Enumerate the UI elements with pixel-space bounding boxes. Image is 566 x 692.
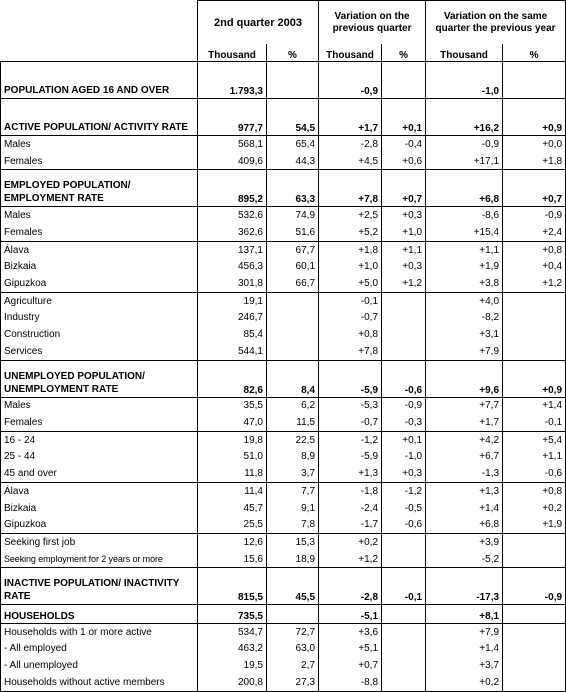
value-thousand: 532,6	[198, 207, 267, 224]
var-quarter-thousand: +1,2	[319, 551, 382, 568]
row-label: Services	[1, 343, 198, 360]
value-percent	[267, 343, 319, 360]
var-year-thousand: -8,2	[426, 310, 503, 327]
value-thousand: 19,8	[198, 431, 267, 448]
var-quarter-thousand: -2,8	[319, 568, 382, 605]
header-period: 2nd quarter 2003	[198, 1, 319, 45]
value-percent: 45,5	[267, 568, 319, 605]
row-label: EMPLOYED POPULATION/ EMPLOYMENT RATE	[1, 170, 198, 207]
row-label: 25 - 44	[1, 449, 198, 466]
var-quarter-percent: +0,3	[382, 258, 426, 275]
value-percent: 54,5	[267, 99, 319, 136]
value-thousand: 19,1	[198, 292, 267, 309]
table-row	[1, 292, 566, 309]
var-quarter-percent: +1,0	[382, 224, 426, 241]
var-year-percent	[503, 343, 566, 360]
var-quarter-thousand: -0,9	[319, 62, 382, 99]
var-year-thousand: -1,0	[426, 62, 503, 99]
var-year-thousand: +1,7	[426, 414, 503, 431]
var-quarter-percent: -0,6	[382, 360, 426, 397]
var-quarter-thousand: +4,5	[319, 153, 382, 170]
value-percent: 8,4	[267, 360, 319, 397]
var-year-thousand: +3,9	[426, 534, 503, 551]
var-year-thousand: +3,1	[426, 326, 503, 343]
var-quarter-percent	[382, 310, 426, 327]
row-label: Álava	[1, 241, 198, 258]
var-quarter-thousand: +7,8	[319, 170, 382, 207]
row-label: Seeking employment for 2 years or more	[1, 551, 198, 568]
value-thousand: 51,0	[198, 449, 267, 466]
value-percent: 22,5	[267, 431, 319, 448]
value-percent	[267, 62, 319, 99]
var-year-percent: +0,9	[503, 99, 566, 136]
row-label: Males	[1, 397, 198, 414]
value-thousand: 456,3	[198, 258, 267, 275]
var-quarter-percent: +0,3	[382, 465, 426, 482]
row-label: Females	[1, 153, 198, 170]
value-percent: 3,7	[267, 465, 319, 482]
value-percent: 7,7	[267, 483, 319, 500]
var-year-thousand: +1,4	[426, 500, 503, 517]
var-quarter-thousand: -0,7	[319, 414, 382, 431]
table-row	[1, 674, 566, 691]
var-quarter-thousand: +0,7	[319, 657, 382, 674]
value-thousand: 47,0	[198, 414, 267, 431]
var-quarter-percent	[382, 605, 426, 624]
var-quarter-percent	[382, 326, 426, 343]
var-year-thousand: -17,3	[426, 568, 503, 605]
var-year-percent	[503, 62, 566, 99]
row-label: Álava	[1, 483, 198, 500]
var-quarter-thousand: +3,6	[319, 623, 382, 640]
var-year-percent	[503, 657, 566, 674]
value-thousand: 1.793,3	[198, 62, 267, 99]
row-label: Males	[1, 136, 198, 153]
var-quarter-thousand: +1,7	[319, 99, 382, 136]
var-quarter-thousand: +5,0	[319, 275, 382, 292]
header-row-units	[1, 44, 566, 62]
value-percent: 65,4	[267, 136, 319, 153]
var-quarter-percent	[382, 674, 426, 691]
value-percent: 27,3	[267, 674, 319, 691]
var-quarter-thousand: +7,8	[319, 343, 382, 360]
table-row	[1, 207, 566, 224]
value-thousand: 19,5	[198, 657, 267, 674]
var-quarter-thousand: -0,7	[319, 310, 382, 327]
value-thousand: 12,6	[198, 534, 267, 551]
var-year-thousand: +6,7	[426, 449, 503, 466]
var-quarter-thousand: -0,1	[319, 292, 382, 309]
var-year-thousand: +4,0	[426, 292, 503, 309]
row-label: Females	[1, 414, 198, 431]
var-year-thousand: +7,7	[426, 397, 503, 414]
table-row	[1, 657, 566, 674]
var-quarter-thousand: -1,7	[319, 516, 382, 533]
var-quarter-percent	[382, 62, 426, 99]
value-percent	[267, 326, 319, 343]
value-thousand: 409,6	[198, 153, 267, 170]
header-blank	[1, 1, 198, 45]
value-percent: 66,7	[267, 275, 319, 292]
var-year-percent: +1,1	[503, 449, 566, 466]
value-percent: 7,8	[267, 516, 319, 533]
var-year-thousand: +7,9	[426, 343, 503, 360]
table-row	[1, 343, 566, 360]
row-label: Households without active members	[1, 674, 198, 691]
value-thousand: 815,5	[198, 568, 267, 605]
header-percent: %	[503, 44, 566, 62]
table-row	[1, 224, 566, 241]
table-row	[1, 465, 566, 482]
header-var-prev-quarter: Variation on the previous quarter	[319, 1, 426, 45]
var-quarter-percent: +0,6	[382, 153, 426, 170]
var-year-thousand: +17,1	[426, 153, 503, 170]
table-row	[1, 449, 566, 466]
var-quarter-percent	[382, 292, 426, 309]
table-row	[1, 275, 566, 292]
var-quarter-thousand: +1,0	[319, 258, 382, 275]
row-label: - All unemployed	[1, 657, 198, 674]
value-thousand: 11,8	[198, 465, 267, 482]
table-row	[1, 62, 566, 99]
var-year-percent: +1,4	[503, 397, 566, 414]
table-row	[1, 534, 566, 551]
value-percent: 6,2	[267, 397, 319, 414]
value-thousand: 895,2	[198, 170, 267, 207]
var-year-thousand: -1,3	[426, 465, 503, 482]
row-label: Industry	[1, 310, 198, 327]
var-quarter-percent: +0,1	[382, 99, 426, 136]
value-thousand: 977,7	[198, 99, 267, 136]
row-label: Bizkaia	[1, 258, 198, 275]
var-year-thousand: -5,2	[426, 551, 503, 568]
value-percent: 74,9	[267, 207, 319, 224]
var-quarter-thousand: +5,2	[319, 224, 382, 241]
var-quarter-thousand: +0,8	[319, 326, 382, 343]
value-thousand: 568,1	[198, 136, 267, 153]
var-quarter-percent: -0,9	[382, 397, 426, 414]
value-thousand: 534,7	[198, 623, 267, 640]
var-year-percent: +0,4	[503, 258, 566, 275]
header-var-prev-year: Variation on the same quarter the previous year	[426, 1, 566, 45]
value-thousand: 301,8	[198, 275, 267, 292]
var-quarter-percent: -0,1	[382, 568, 426, 605]
var-quarter-percent	[382, 534, 426, 551]
table-row	[1, 431, 566, 448]
table-row	[1, 483, 566, 500]
header-percent: %	[382, 44, 426, 62]
var-quarter-thousand: -5,9	[319, 360, 382, 397]
var-year-percent	[503, 326, 566, 343]
var-year-percent: +2,4	[503, 224, 566, 241]
var-quarter-percent: -1,2	[382, 483, 426, 500]
value-thousand: 200,8	[198, 674, 267, 691]
value-percent: 8,9	[267, 449, 319, 466]
var-quarter-percent: +1,1	[382, 241, 426, 258]
var-year-percent	[503, 641, 566, 658]
var-year-thousand: +3,8	[426, 275, 503, 292]
table-row	[1, 136, 566, 153]
var-quarter-thousand: -1,8	[319, 483, 382, 500]
var-year-percent: +1,9	[503, 516, 566, 533]
var-year-percent	[503, 605, 566, 624]
var-quarter-thousand: -8,8	[319, 674, 382, 691]
value-thousand: 45,7	[198, 500, 267, 517]
header-blank	[1, 44, 198, 62]
var-year-percent: +5,4	[503, 431, 566, 448]
table-row	[1, 99, 566, 136]
row-label: 16 - 24	[1, 431, 198, 448]
table-row	[1, 397, 566, 414]
value-thousand: 544,1	[198, 343, 267, 360]
row-label: INACTIVE POPULATION/ INACTIVITY RATE	[1, 568, 198, 605]
row-label: POPULATION AGED 16 AND OVER	[1, 62, 198, 99]
var-year-percent	[503, 310, 566, 327]
var-year-thousand: +3,7	[426, 657, 503, 674]
row-label: - All employed	[1, 641, 198, 658]
var-year-percent: -0,6	[503, 465, 566, 482]
var-quarter-thousand: -5,1	[319, 605, 382, 624]
row-label: 45 and over	[1, 465, 198, 482]
var-year-percent	[503, 674, 566, 691]
row-label: Bizkaia	[1, 500, 198, 517]
var-year-percent: -0,9	[503, 207, 566, 224]
var-year-percent: +0,2	[503, 500, 566, 517]
header-thousand: Thousand	[426, 44, 503, 62]
var-year-thousand: +1,4	[426, 641, 503, 658]
value-thousand: 463,2	[198, 641, 267, 658]
var-year-percent	[503, 292, 566, 309]
table-row	[1, 414, 566, 431]
value-thousand: 15,6	[198, 551, 267, 568]
header-thousand: Thousand	[319, 44, 382, 62]
value-thousand: 246,7	[198, 310, 267, 327]
table-row	[1, 551, 566, 568]
table-row	[1, 623, 566, 640]
var-year-percent	[503, 534, 566, 551]
var-year-percent	[503, 623, 566, 640]
var-quarter-percent	[382, 641, 426, 658]
var-year-thousand: +1,1	[426, 241, 503, 258]
var-year-percent	[503, 551, 566, 568]
value-percent: 11,5	[267, 414, 319, 431]
var-quarter-percent: +0,1	[382, 431, 426, 448]
value-percent: 72,7	[267, 623, 319, 640]
var-year-percent: +1,8	[503, 153, 566, 170]
row-label: Gipuzkoa	[1, 275, 198, 292]
var-year-thousand: +1,3	[426, 483, 503, 500]
var-quarter-percent	[382, 623, 426, 640]
table-row	[1, 310, 566, 327]
value-percent: 63,3	[267, 170, 319, 207]
row-label: Males	[1, 207, 198, 224]
var-year-percent: +0,8	[503, 483, 566, 500]
var-year-thousand: +6,8	[426, 170, 503, 207]
var-quarter-percent: +0,7	[382, 170, 426, 207]
row-label: UNEMPLOYED POPULATION/ UNEMPLOYMENT RATE	[1, 360, 198, 397]
header-percent: %	[267, 44, 319, 62]
table-row	[1, 500, 566, 517]
value-thousand: 735,5	[198, 605, 267, 624]
value-thousand: 82,6	[198, 360, 267, 397]
value-thousand: 85,4	[198, 326, 267, 343]
var-quarter-thousand: -2,8	[319, 136, 382, 153]
var-year-percent: +0,8	[503, 241, 566, 258]
table-row	[1, 326, 566, 343]
var-year-percent: +1,2	[503, 275, 566, 292]
value-percent: 15,3	[267, 534, 319, 551]
value-thousand: 137,1	[198, 241, 267, 258]
row-label: Construction	[1, 326, 198, 343]
row-label: Gipuzkoa	[1, 516, 198, 533]
value-percent: 60,1	[267, 258, 319, 275]
var-year-percent: +0,0	[503, 136, 566, 153]
value-percent: 63,0	[267, 641, 319, 658]
var-quarter-percent: +0,3	[382, 207, 426, 224]
var-quarter-thousand: +5,1	[319, 641, 382, 658]
var-year-thousand: +6,8	[426, 516, 503, 533]
var-quarter-percent	[382, 657, 426, 674]
row-label: ACTIVE POPULATION/ ACTIVITY RATE	[1, 99, 198, 136]
var-year-thousand: +0,2	[426, 674, 503, 691]
var-year-percent: +0,9	[503, 360, 566, 397]
var-quarter-thousand: +2,5	[319, 207, 382, 224]
value-percent: 51,6	[267, 224, 319, 241]
value-percent	[267, 605, 319, 624]
var-quarter-thousand: +0,2	[319, 534, 382, 551]
row-label: Seeking first job	[1, 534, 198, 551]
var-quarter-percent: -0,4	[382, 136, 426, 153]
var-year-percent: +0,7	[503, 170, 566, 207]
var-year-percent: -0,1	[503, 414, 566, 431]
value-percent	[267, 310, 319, 327]
var-quarter-percent	[382, 343, 426, 360]
var-quarter-percent: -0,5	[382, 500, 426, 517]
var-quarter-percent: -0,3	[382, 414, 426, 431]
value-percent: 9,1	[267, 500, 319, 517]
var-year-thousand: +9,6	[426, 360, 503, 397]
var-quarter-thousand: -2,4	[319, 500, 382, 517]
var-quarter-thousand: +1,8	[319, 241, 382, 258]
table-row	[1, 170, 566, 207]
value-percent: 67,7	[267, 241, 319, 258]
var-year-thousand: +8,1	[426, 605, 503, 624]
var-year-thousand: -8,6	[426, 207, 503, 224]
var-quarter-percent: +1,2	[382, 275, 426, 292]
table-row	[1, 360, 566, 397]
var-quarter-percent	[382, 551, 426, 568]
var-year-thousand: +4,2	[426, 431, 503, 448]
row-label: Agriculture	[1, 292, 198, 309]
table-row	[1, 605, 566, 624]
var-year-thousand: +16,2	[426, 99, 503, 136]
value-thousand: 35,5	[198, 397, 267, 414]
table-row	[1, 258, 566, 275]
var-year-thousand: -0,9	[426, 136, 503, 153]
row-label: Females	[1, 224, 198, 241]
header-row-top	[1, 1, 566, 45]
value-percent: 18,9	[267, 551, 319, 568]
table-row	[1, 568, 566, 605]
value-percent	[267, 292, 319, 309]
var-year-thousand: +15,4	[426, 224, 503, 241]
var-quarter-percent: -0,6	[382, 516, 426, 533]
var-year-thousand: +7,9	[426, 623, 503, 640]
var-quarter-thousand: -5,9	[319, 449, 382, 466]
var-year-percent: -0,9	[503, 568, 566, 605]
value-thousand: 362,6	[198, 224, 267, 241]
table-row	[1, 241, 566, 258]
var-year-thousand: +1,9	[426, 258, 503, 275]
table-row	[1, 153, 566, 170]
var-quarter-thousand: +1,3	[319, 465, 382, 482]
var-quarter-thousand: -5,3	[319, 397, 382, 414]
var-quarter-thousand: -1,2	[319, 431, 382, 448]
value-percent: 2,7	[267, 657, 319, 674]
var-quarter-percent: -1,0	[382, 449, 426, 466]
table-row	[1, 641, 566, 658]
row-label: Households with 1 or more active	[1, 623, 198, 640]
value-thousand: 25,5	[198, 516, 267, 533]
value-thousand: 11,4	[198, 483, 267, 500]
row-label: HOUSEHOLDS	[1, 605, 198, 624]
value-percent: 44,3	[267, 153, 319, 170]
header-thousand: Thousand	[198, 44, 267, 62]
table-row	[1, 516, 566, 533]
